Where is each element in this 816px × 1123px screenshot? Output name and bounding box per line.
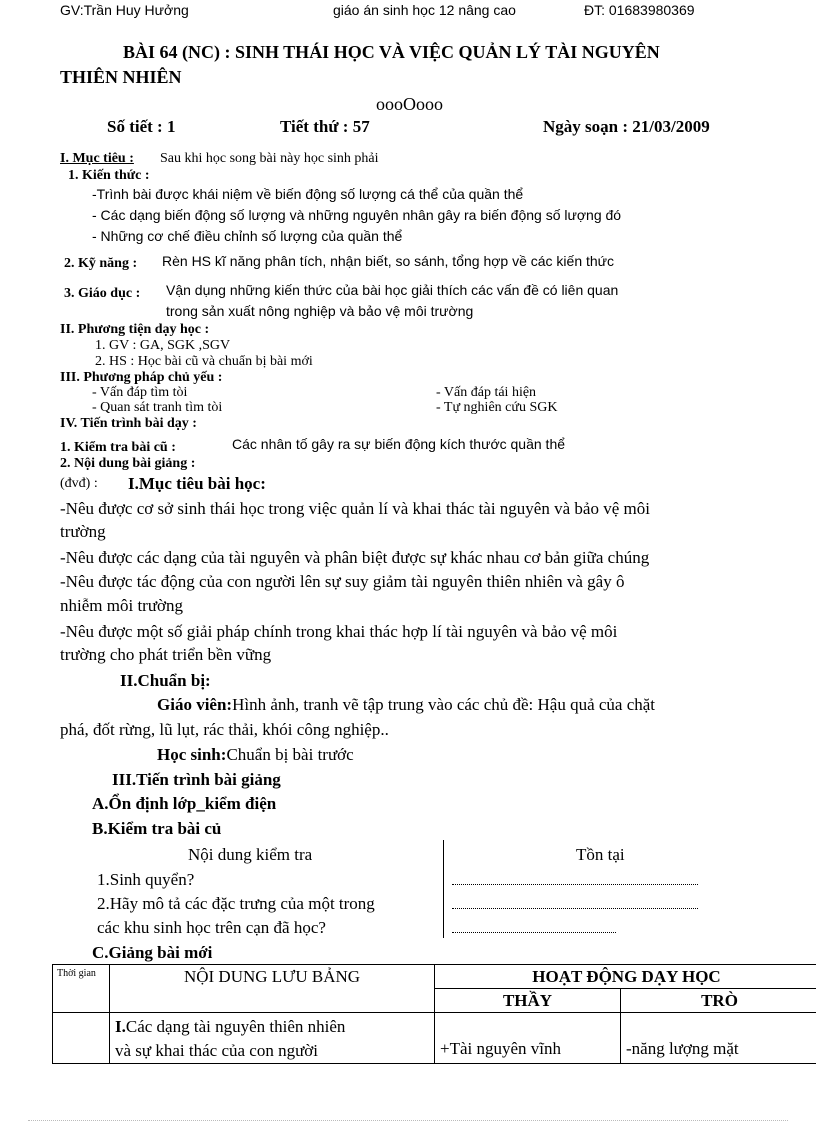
education-heading: 3. Giáo dục : (64, 286, 141, 301)
skills-text: Rèn HS kĩ năng phân tích, nhận biết, so sánh, tổng hợp về các kiến thức (162, 253, 615, 269)
goal-3-line2: nhiễm môi trường (60, 596, 184, 615)
goal-1-line1: -Nêu được cơ sở sinh thái học trong việc quản lí và khai thác tài nguyên và bảo vệ môi (60, 499, 650, 518)
means-item-1: 1. GV : GA, SGK ,SGV (95, 338, 231, 353)
row1-content-line1 (115, 1015, 434, 1039)
check-question-1: 1.Sinh quyển? (97, 870, 195, 889)
student-header-cell (621, 989, 816, 1013)
prep-teacher-label: Giáo viên: (157, 695, 233, 714)
process-content-label: 2. Nội dung bài giảng : (60, 456, 196, 471)
objectives-intro: Sau khi học song bài này học sinh phải (160, 151, 379, 166)
prep-teacher-line1 (157, 695, 655, 715)
prep-student-text: Chuẩn bị bài trước (226, 745, 354, 764)
page-footer-divider (28, 1120, 788, 1121)
row1-student-text: -năng lượng mặt (626, 1039, 739, 1058)
methods-item-4: - Tự nghiên cứu SGK (436, 400, 558, 415)
methods-item-2: - Quan sát tranh tìm tòi (92, 400, 223, 415)
title-line1: BÀI 64 (NC) : SINH THÁI HỌC VÀ VIỆC QUẢN LÝ TÀI NGUYÊN (123, 42, 660, 62)
education-line1: Vận dụng những kiến thức của bài học giải thích các vấn đề có liên quan (166, 282, 619, 298)
process-prefix: (đvđ) : (60, 476, 98, 491)
meta-date: Ngày soạn : 21/03/2009 (543, 117, 710, 136)
row1-content-line2: và sự khai thác của con người (115, 1041, 319, 1060)
content-header-cell (110, 965, 435, 1013)
lesson-table (52, 964, 816, 1064)
row1-content-title: Các dạng tài nguyên thiên nhiên (125, 1017, 346, 1036)
header-teacher: GV:Trần Huy Hưởng (60, 2, 189, 18)
header-phone: ĐT: 01683980369 (584, 2, 695, 18)
row1-student-cell (621, 1013, 816, 1064)
answer-dots-1 (452, 884, 698, 885)
student-header: TRÒ (701, 991, 738, 1010)
answer-dots-3 (452, 932, 616, 933)
education-line2: trong sản xuất nông nghiệp và bảo vệ môi trường (166, 303, 474, 319)
prep-student-label: Học sinh: (157, 745, 227, 764)
check-question-2-line1: 2.Hãy mô tả các đặc trưng của một trong (97, 894, 375, 913)
objectives-heading: I. Mục tiêu : (60, 151, 134, 166)
prep-teacher-line2: phá, đốt rừng, lũ lụt, rác thải, khói công nghiệp.. (60, 720, 389, 739)
methods-item-1: - Vấn đáp tìm tòi (92, 385, 188, 400)
knowledge-item-3: - Những cơ chế điều chỉnh số lượng của quần thể (92, 228, 403, 244)
lesson-step-c: C.Giảng bài mới (92, 943, 213, 962)
check-col1-header: Nội dung kiểm tra (188, 845, 313, 864)
meta-lesson-no: Tiết thứ : 57 (280, 117, 370, 136)
check-col2-header: Tồn tại (576, 845, 625, 864)
process-check-text: Các nhân tố gây ra sự biến động kích thước quần thể (232, 436, 566, 452)
activity-header-cell (435, 965, 816, 989)
row1-content-cell (110, 1013, 435, 1064)
title-line2: THIÊN NHIÊN (60, 67, 182, 87)
goal-1-line2: trường (60, 522, 106, 541)
teacher-header-cell (435, 989, 621, 1013)
methods-item-3: - Vấn đáp tái hiện (436, 385, 537, 400)
knowledge-item-1: -Trình bài được khái niệm về biến động số lượng cá thể của quần thể (92, 186, 524, 202)
process-heading: IV. Tiến trình bài dạy : (60, 416, 197, 431)
process-check-label: 1. Kiểm tra bài cũ : (60, 440, 176, 455)
row1-teacher-text: +Tài nguyên vĩnh (440, 1039, 562, 1058)
title-ornament: oooOooo (376, 94, 443, 114)
goal-4-line2: trường cho phát triển bền vững (60, 645, 272, 664)
lesson-step-b: B.Kiểm tra bài củ (92, 819, 222, 838)
goals-heading: I.Mục tiêu bài học: (128, 474, 266, 493)
goal-4-line1: -Nêu được một số giải pháp chính trong khai thác hợp lí tài nguyên và bảo vệ môi (60, 622, 618, 641)
row1-teacher-cell (435, 1013, 621, 1064)
prep-heading: II.Chuẩn bị: (120, 671, 211, 690)
answer-dots-2 (452, 908, 698, 909)
goal-2-line1: -Nêu được các dạng của tài nguyên và phân biệt được sự khác nhau cơ bản giữa chúng (60, 548, 650, 567)
check-question-2-line2: các khu sinh học trên cạn đã học? (97, 918, 326, 937)
row1-time-cell (53, 1013, 110, 1064)
row1-content-label: I. (115, 1017, 126, 1036)
time-header-cell (53, 965, 110, 1013)
knowledge-heading: 1. Kiến thức : (68, 168, 150, 183)
content-header: NỘI DUNG LƯU BẢNG (183, 967, 361, 986)
time-header: Thời gian (57, 968, 96, 979)
methods-heading: III. Phương pháp chủ yếu : (60, 370, 223, 385)
prep-teacher-text: Hình ảnh, tranh vẽ tập trung vào các chủ đề: Hậu quả của chặt (232, 695, 656, 714)
meta-periods: Số tiết : 1 (107, 117, 176, 136)
header-subject: giáo án sinh học 12 nâng cao (333, 2, 516, 18)
prep-student-line (157, 745, 354, 765)
knowledge-item-2: - Các dạng biến động số lượng và những nguyên nhân gây ra biến động số lượng đó (92, 207, 622, 223)
lesson-heading: III.Tiến trình bài giảng (112, 770, 281, 789)
goal-3-line1: -Nêu được tác động của con người lên sự suy giảm tài nguyên thiên nhiên và gây ô (60, 572, 625, 591)
teacher-header: THẦY (502, 991, 553, 1010)
means-heading: II. Phương tiện dạy học : (60, 322, 210, 337)
activity-header: HOẠT ĐỘNG DẠY HỌC (532, 967, 721, 986)
means-item-2: 2. HS : Học bài cũ và chuẩn bị bài mới (95, 354, 313, 369)
lesson-step-a: A.Ổn định lớp_kiểm điện (92, 794, 277, 813)
check-table-divider (443, 840, 444, 938)
skills-heading: 2. Kỹ năng : (64, 256, 138, 271)
